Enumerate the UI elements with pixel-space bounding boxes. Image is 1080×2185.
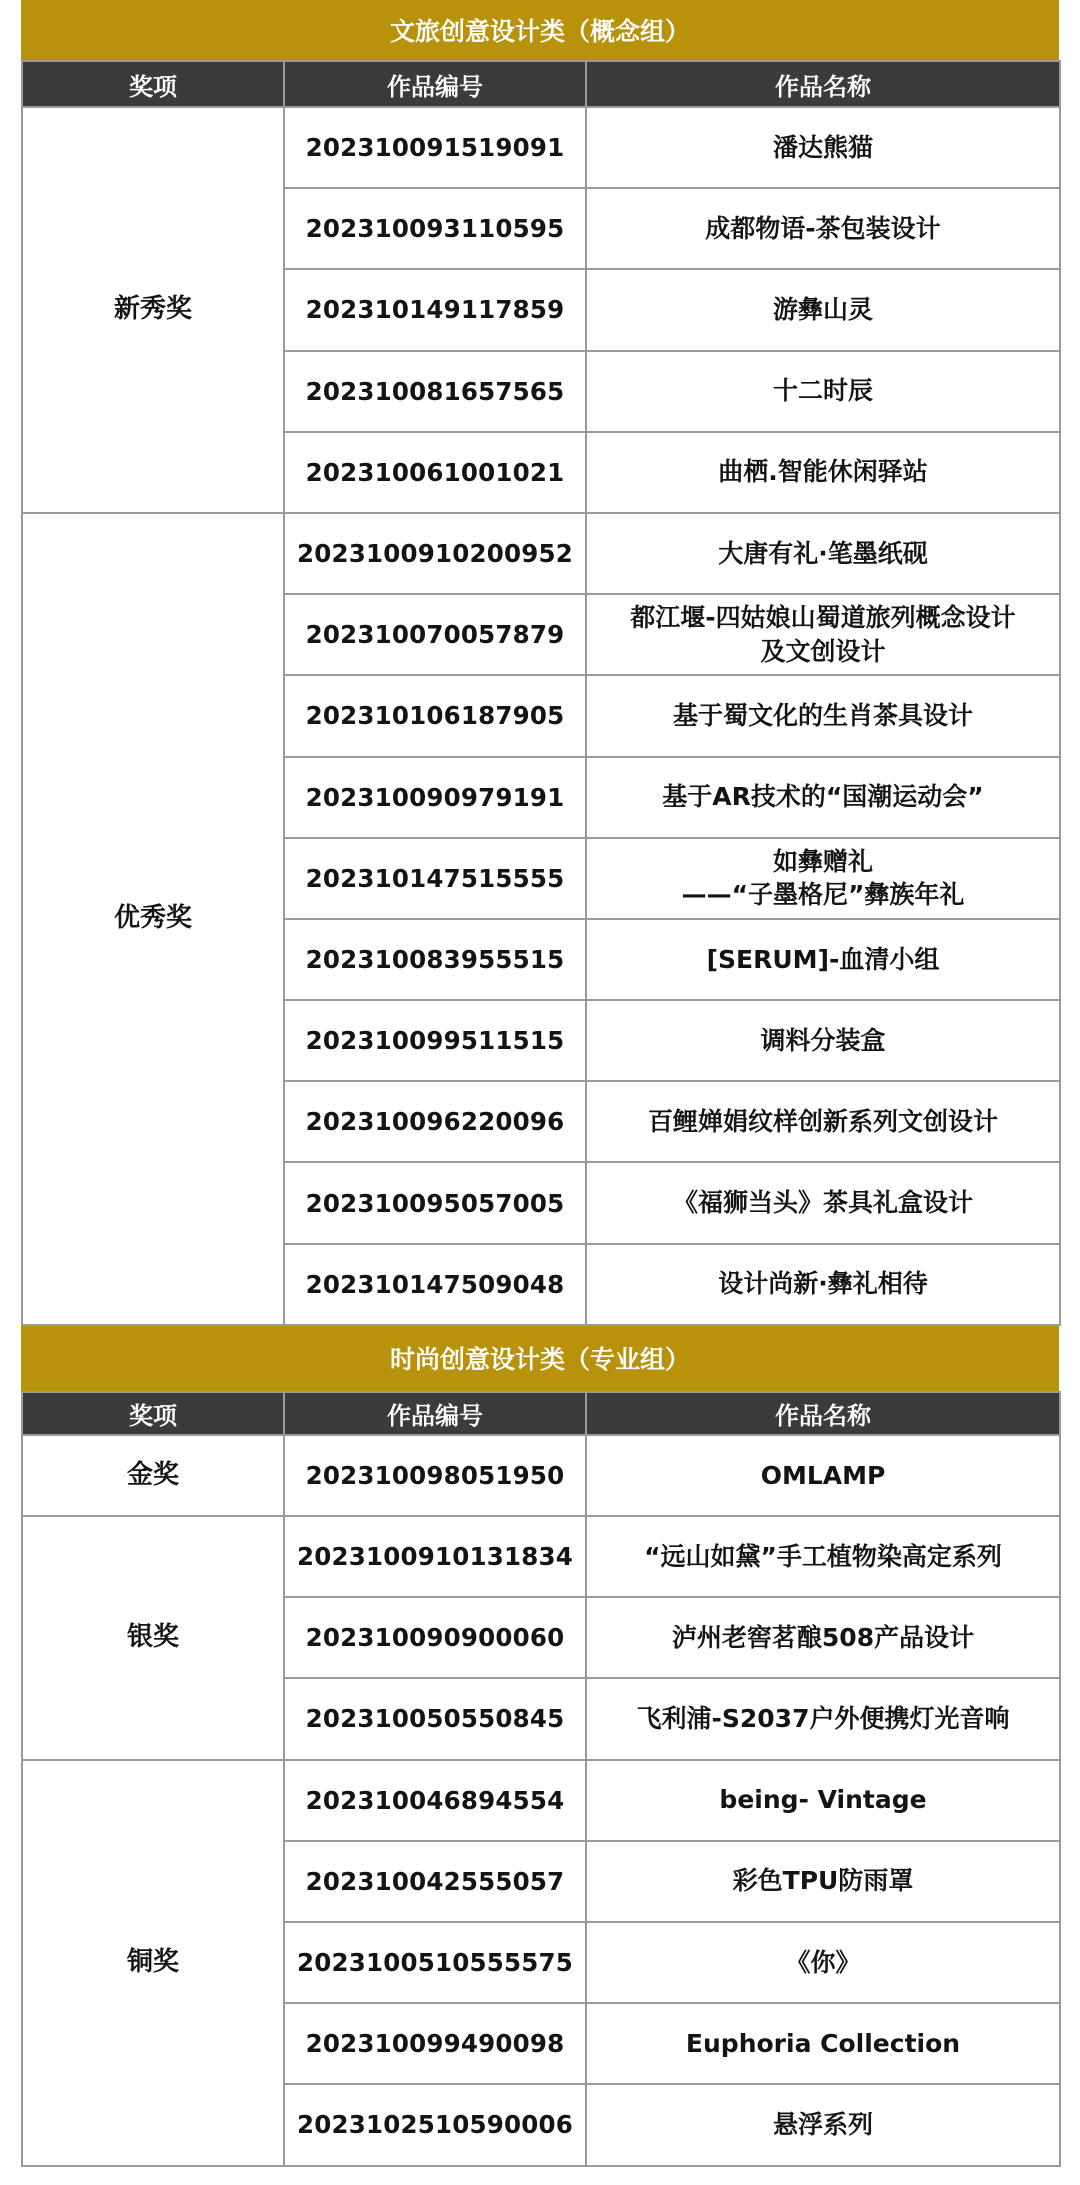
entry-name-line: 大唐有礼·笔墨纸砚 (718, 538, 928, 568)
entry-code: 202310046894554 (284, 1760, 586, 1841)
column-header-name: 作品名称 (586, 61, 1060, 107)
award-cell: 银奖 (22, 1516, 284, 1760)
table-row (22, 1435, 1060, 1516)
entry-code: 202310061001021 (284, 432, 586, 513)
entry-name-line: 如彝赠礼 (772, 846, 873, 876)
entry-name (586, 919, 1060, 1000)
entry-code: 202310096220096 (284, 1081, 586, 1162)
entry-name (586, 1162, 1060, 1243)
entry-code: 202310090900060 (284, 1597, 586, 1678)
entry-name-line: OMLAMP (760, 1460, 886, 1490)
header-row (22, 1392, 1060, 1435)
award-table (21, 60, 1061, 1326)
column-header-code: 作品编号 (284, 1392, 586, 1435)
entry-name (586, 1678, 1060, 1759)
entry-code: 202310147515555 (284, 838, 586, 919)
entry-name-line: 百鲤婵娟纹样创新系列文创设计 (647, 1106, 998, 1136)
entry-name (586, 838, 1060, 919)
award-cell: 新秀奖 (22, 107, 284, 513)
entry-name-line: [SERUM]-血清小组 (706, 944, 940, 974)
entry-name-line: 及文创设计 (760, 636, 886, 666)
entry-name (586, 675, 1060, 756)
entry-code: 202310083955515 (284, 919, 586, 1000)
entry-name (586, 1760, 1060, 1841)
entry-name (586, 432, 1060, 513)
entry-name (586, 188, 1060, 269)
award-cell: 铜奖 (22, 1760, 284, 2166)
entry-code: 2023102510590006 (284, 2084, 586, 2165)
entry-name-line: 十二时辰 (772, 376, 873, 406)
entry-name (586, 269, 1060, 350)
entry-name-line: 设计尚新·彝礼相待 (718, 1269, 928, 1299)
entry-name (586, 1597, 1060, 1678)
award-cell: 金奖 (22, 1435, 284, 1516)
entry-name (586, 1435, 1060, 1516)
column-header-code: 作品编号 (284, 61, 586, 107)
entry-name-line: 彩色TPU防雨罩 (732, 1866, 914, 1896)
award-cell: 优秀奖 (22, 513, 284, 1325)
entry-name-line: 泸州老窖茗酿508产品设计 (671, 1622, 975, 1652)
entry-code: 202310091519091 (284, 107, 586, 188)
entry-name (586, 513, 1060, 594)
entry-name (586, 1000, 1060, 1081)
entry-name-line: 《你》 (785, 1947, 861, 1977)
entry-name (586, 2003, 1060, 2084)
entry-code: 202310099490098 (284, 2003, 586, 2084)
entry-code: 202310042555057 (284, 1841, 586, 1922)
section-title: 时尚创意设计类（专业组） (21, 1326, 1059, 1391)
section-title: 文旅创意设计类（概念组） (21, 0, 1059, 60)
entry-code: 202310093110595 (284, 188, 586, 269)
entry-code: 202310081657565 (284, 351, 586, 432)
entry-code: 2023100910200952 (284, 513, 586, 594)
entry-name-line: 基于蜀文化的生肖茶具设计 (672, 701, 973, 731)
entry-name (586, 1841, 1060, 1922)
entry-name-line: ——“子墨格尼”彝族年礼 (681, 880, 965, 910)
entry-code: 2023100910131834 (284, 1516, 586, 1597)
table-row (22, 513, 1060, 594)
entry-name (586, 1516, 1060, 1597)
entry-name (586, 1081, 1060, 1162)
entry-name-line: 悬浮系列 (772, 2110, 873, 2140)
table-row (22, 1760, 1060, 1841)
entry-code: 202310098051950 (284, 1435, 586, 1516)
entry-name-line: Euphoria Collection (685, 2028, 961, 2058)
entry-name-line: 基于AR技术的“国潮运动会” (662, 782, 984, 812)
entry-code: 202310149117859 (284, 269, 586, 350)
entry-code: 202310070057879 (284, 594, 586, 675)
entry-name-line: 《福狮当头》茶具礼盒设计 (672, 1188, 973, 1218)
entry-name (586, 757, 1060, 838)
entry-name-line: “远山如黛”手工植物染高定系列 (644, 1541, 1002, 1571)
entry-code: 202310099511515 (284, 1000, 586, 1081)
header-row (22, 61, 1060, 107)
table-row (22, 1516, 1060, 1597)
entry-name-line: 飞利浦-S2037户外便携灯光音响 (636, 1704, 1010, 1734)
entry-code: 202310106187905 (284, 675, 586, 756)
column-header-award: 奖项 (22, 1392, 284, 1435)
entry-name-line: 曲栖.智能休闲驿站 (718, 457, 928, 487)
entry-name-line: 潘达熊猫 (772, 132, 873, 162)
award-list (21, 0, 1059, 2167)
entry-code: 202310095057005 (284, 1162, 586, 1243)
entry-name-line: 都江堰-四姑娘山蜀道旅列概念设计 (630, 602, 1016, 632)
column-header-name: 作品名称 (586, 1392, 1060, 1435)
entry-name-line: being- Vintage (719, 1785, 927, 1815)
entry-name (586, 107, 1060, 188)
entry-name-line: 调料分装盒 (760, 1025, 886, 1055)
entry-code: 2023100510555575 (284, 1922, 586, 2003)
table-row (22, 107, 1060, 188)
entry-name (586, 2084, 1060, 2165)
entry-name (586, 1244, 1060, 1325)
award-table (21, 1391, 1061, 2167)
entry-name (586, 1922, 1060, 2003)
entry-code: 202310050550845 (284, 1678, 586, 1759)
entry-name (586, 594, 1060, 675)
entry-name-line: 成都物语-茶包装设计 (705, 213, 941, 243)
entry-code: 202310147509048 (284, 1244, 586, 1325)
entry-code: 202310090979191 (284, 757, 586, 838)
entry-name (586, 351, 1060, 432)
column-header-award: 奖项 (22, 61, 284, 107)
entry-name-line: 游彝山灵 (772, 295, 873, 325)
